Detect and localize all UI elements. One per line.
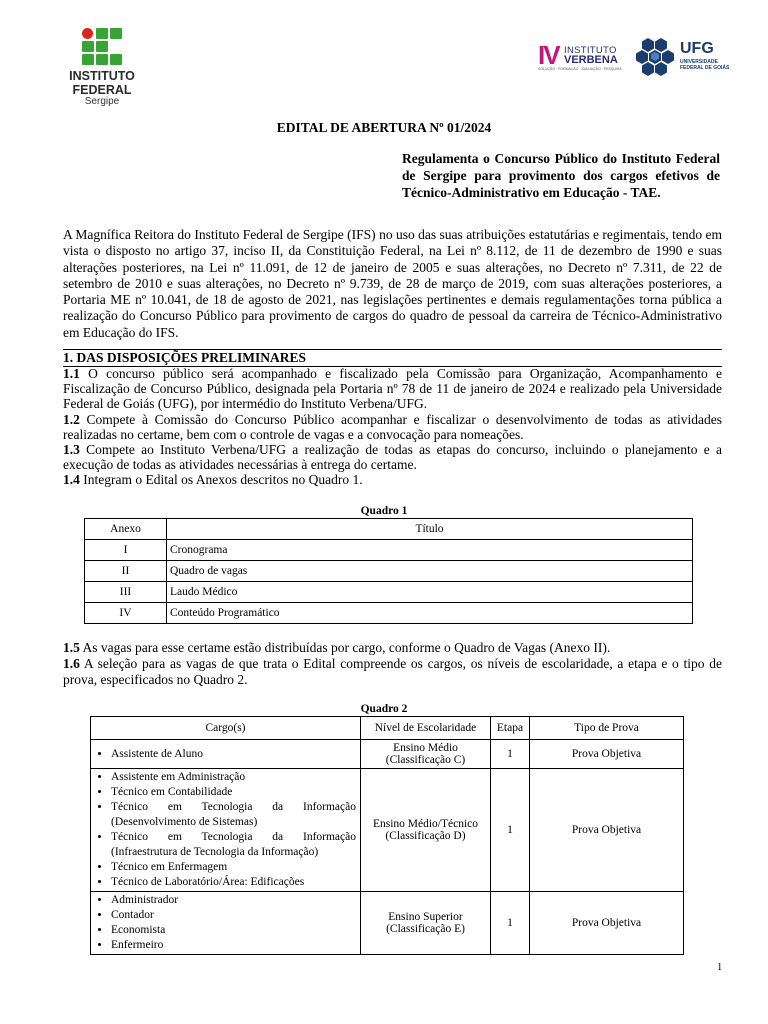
list-item: • Técnico em Enfermagem — [111, 860, 356, 875]
table-cell — [91, 892, 361, 955]
ufg-name: UFG — [680, 40, 714, 57]
table-cell: Prova Objetiva — [530, 740, 684, 769]
column-header: Tipo de Prova — [530, 717, 684, 740]
paragraph: 1.1 O concurso público será acompanhado e fiscalizado pela Comissão para Organização, Acompanhamento e Fiscalização de Concurso Público, designada pela Portaria nº 78 de 11 de janeiro de 2024 e realizado pela Universidade Federal de Goiás (UFG), por intermédio do Instituto Verbena/UFG. — [63, 366, 722, 412]
list-item: • Técnico em Tecnologia da Informação (Infraestrutura de Tecnologia da Informação) — [111, 830, 356, 860]
list-item: • Técnico de Laboratório/Área: Edificações — [111, 875, 356, 890]
table-cell: Ensino Médio (Classificação C) — [361, 740, 491, 769]
list-item: • Assistente de Aluno — [111, 747, 356, 762]
column-header: Cargo(s) — [91, 717, 361, 740]
table-header-row — [85, 519, 693, 540]
list-item: • Técnico em Tecnologia da Informação (Desenvolvimento de Sistemas) — [111, 800, 356, 830]
table-cell — [91, 740, 361, 769]
table-cell: IV — [85, 603, 167, 624]
list-item: • Contador — [111, 908, 356, 923]
ifs-logo-line2: FEDERAL — [72, 83, 132, 97]
table-cell: 1 — [491, 769, 530, 892]
verbena-logo — [538, 42, 624, 72]
ifs-logo-line3: Sergipe — [84, 96, 120, 107]
table-cell: Cronograma — [167, 540, 693, 561]
document-title: EDITAL DE ABERTURA Nº 01/2024 — [276, 120, 492, 135]
section-paragraphs-2 — [63, 640, 722, 688]
table-row — [91, 740, 684, 769]
ufg-sub1: UNIVERSIDADE — [680, 59, 718, 65]
verbena-line1: INSTITUTO — [564, 45, 617, 56]
paragraph: 1.4 Integram o Edital os Anexos descritos no Quadro 1. — [63, 472, 363, 488]
table-row — [91, 892, 684, 955]
table-cell: Laudo Médico — [167, 582, 693, 603]
ufg-logo — [634, 36, 746, 80]
column-header: Nível de Escolaridade — [361, 717, 491, 740]
list-item: • Economista — [111, 923, 356, 938]
verbena-mark: IV — [538, 40, 559, 70]
ifs-logo-grid-icon — [82, 28, 126, 68]
paragraph: 1.2 Compete à Comissão do Concurso Público acompanhar e fiscalizar o desenvolvimento de todas as atividades realizadas no certame, bem com o controle de vagas e a convocação para nomeações. — [63, 411, 722, 442]
column-header: Título — [167, 519, 693, 540]
column-header: Etapa — [491, 717, 530, 740]
section-title: 1. DAS DISPOSIÇÕES PRELIMINARES — [63, 349, 722, 367]
list-item: • Técnico em Contabilidade — [111, 785, 356, 800]
quadro2-table — [90, 716, 684, 955]
table-cell: 1 — [491, 740, 530, 769]
list-item: • Enfermeiro — [111, 938, 356, 953]
column-header: Anexo — [85, 519, 167, 540]
table-row — [85, 561, 693, 582]
ufg-subtitle — [680, 59, 746, 71]
ufg-sub2: FEDERAL DE GOIÁS — [680, 65, 730, 71]
paragraph: 1.5 As vagas para esse certame estão distribuídas por cargo, conforme o Quadro de Vagas (Anexo II). — [63, 640, 611, 655]
table-cell — [91, 769, 361, 892]
table-row — [91, 769, 684, 892]
ifs-logo — [62, 28, 142, 107]
quadro2-caption: Quadro 2 — [360, 703, 408, 715]
paragraph: 1.3 Compete ao Instituto Verbena/UFG a realização de todas as etapas do concurso, incluindo o planejamento e a execução de todas as atividades necessárias à entrega do certame. — [63, 442, 722, 473]
verbena-line2: VERBENA — [564, 54, 618, 66]
table-cell: II — [85, 561, 167, 582]
ifs-logo-line1: INSTITUTO — [69, 69, 135, 83]
table-cell: III — [85, 582, 167, 603]
table-cell: Quadro de vagas — [167, 561, 693, 582]
list-item: • Administrador — [111, 893, 356, 908]
quadro1-table — [84, 518, 693, 624]
intro-paragraph: A Magnífica Reitora do Instituto Federal de Sergipe (IFS) no uso das suas atribuições estatutárias e regimentais, tendo em vista o disposto no artigo 37, inciso II, da Constituição Federal, na Lei nº 8.112, de 11 de dezembro de 1990 e suas alterações posteriores, na Lei nº 11.091, de 12 de janeiro de 2005 e suas alterações, no Decreto nº 7.311, de 22 de setembro de 2010 e suas alterações, no Decreto nº 9.739, de 28 de março de 2019, com suas alterações posteriores, a Portaria ME nº 10.041, de 18 de agosto de 2021, nas legislações pertinentes e demais regulamentações torna pública a realização do Concurso Público para provimento de cargos do quadro de pessoal da carreira de Técnico-Administrativo em Educação do IFS. — [63, 227, 722, 340]
table-cell: 1 — [491, 892, 530, 955]
table-row — [85, 582, 693, 603]
table-row — [85, 540, 693, 561]
table-cell: Prova Objetiva — [530, 892, 684, 955]
ementa: Regulamenta o Concurso Público do Instituto Federal de Sergipe para provimento dos cargos efetivos de Técnico-Administrativo em Educação - TAE. — [402, 151, 720, 200]
list-item: • Assistente em Administração — [111, 770, 356, 785]
table-cell: Ensino Superior (Classificação E) — [361, 892, 491, 955]
table-header-row — [91, 717, 684, 740]
quadro1-caption: Quadro 1 — [360, 505, 408, 517]
table-cell: I — [85, 540, 167, 561]
table-cell: Prova Objetiva — [530, 769, 684, 892]
page-number: 1 — [717, 962, 723, 973]
table-cell: Conteúdo Programático — [167, 603, 693, 624]
table-cell: Ensino Médio/Técnico (Classificação D) — [361, 769, 491, 892]
section-paragraphs — [63, 366, 722, 488]
table-row — [85, 603, 693, 624]
paragraph: 1.6 A seleção para as vagas de que trata o Edital compreende os cargos, os níveis de escolaridade, a etapa e o tipo de prova, especificados no Quadro 2. — [63, 656, 722, 687]
ufg-hexagons-icon — [634, 36, 678, 80]
verbena-tagline: SOLUÇÃO · FORMAÇÃO · AVALIAÇÃO · PESQUISA — [538, 67, 622, 71]
